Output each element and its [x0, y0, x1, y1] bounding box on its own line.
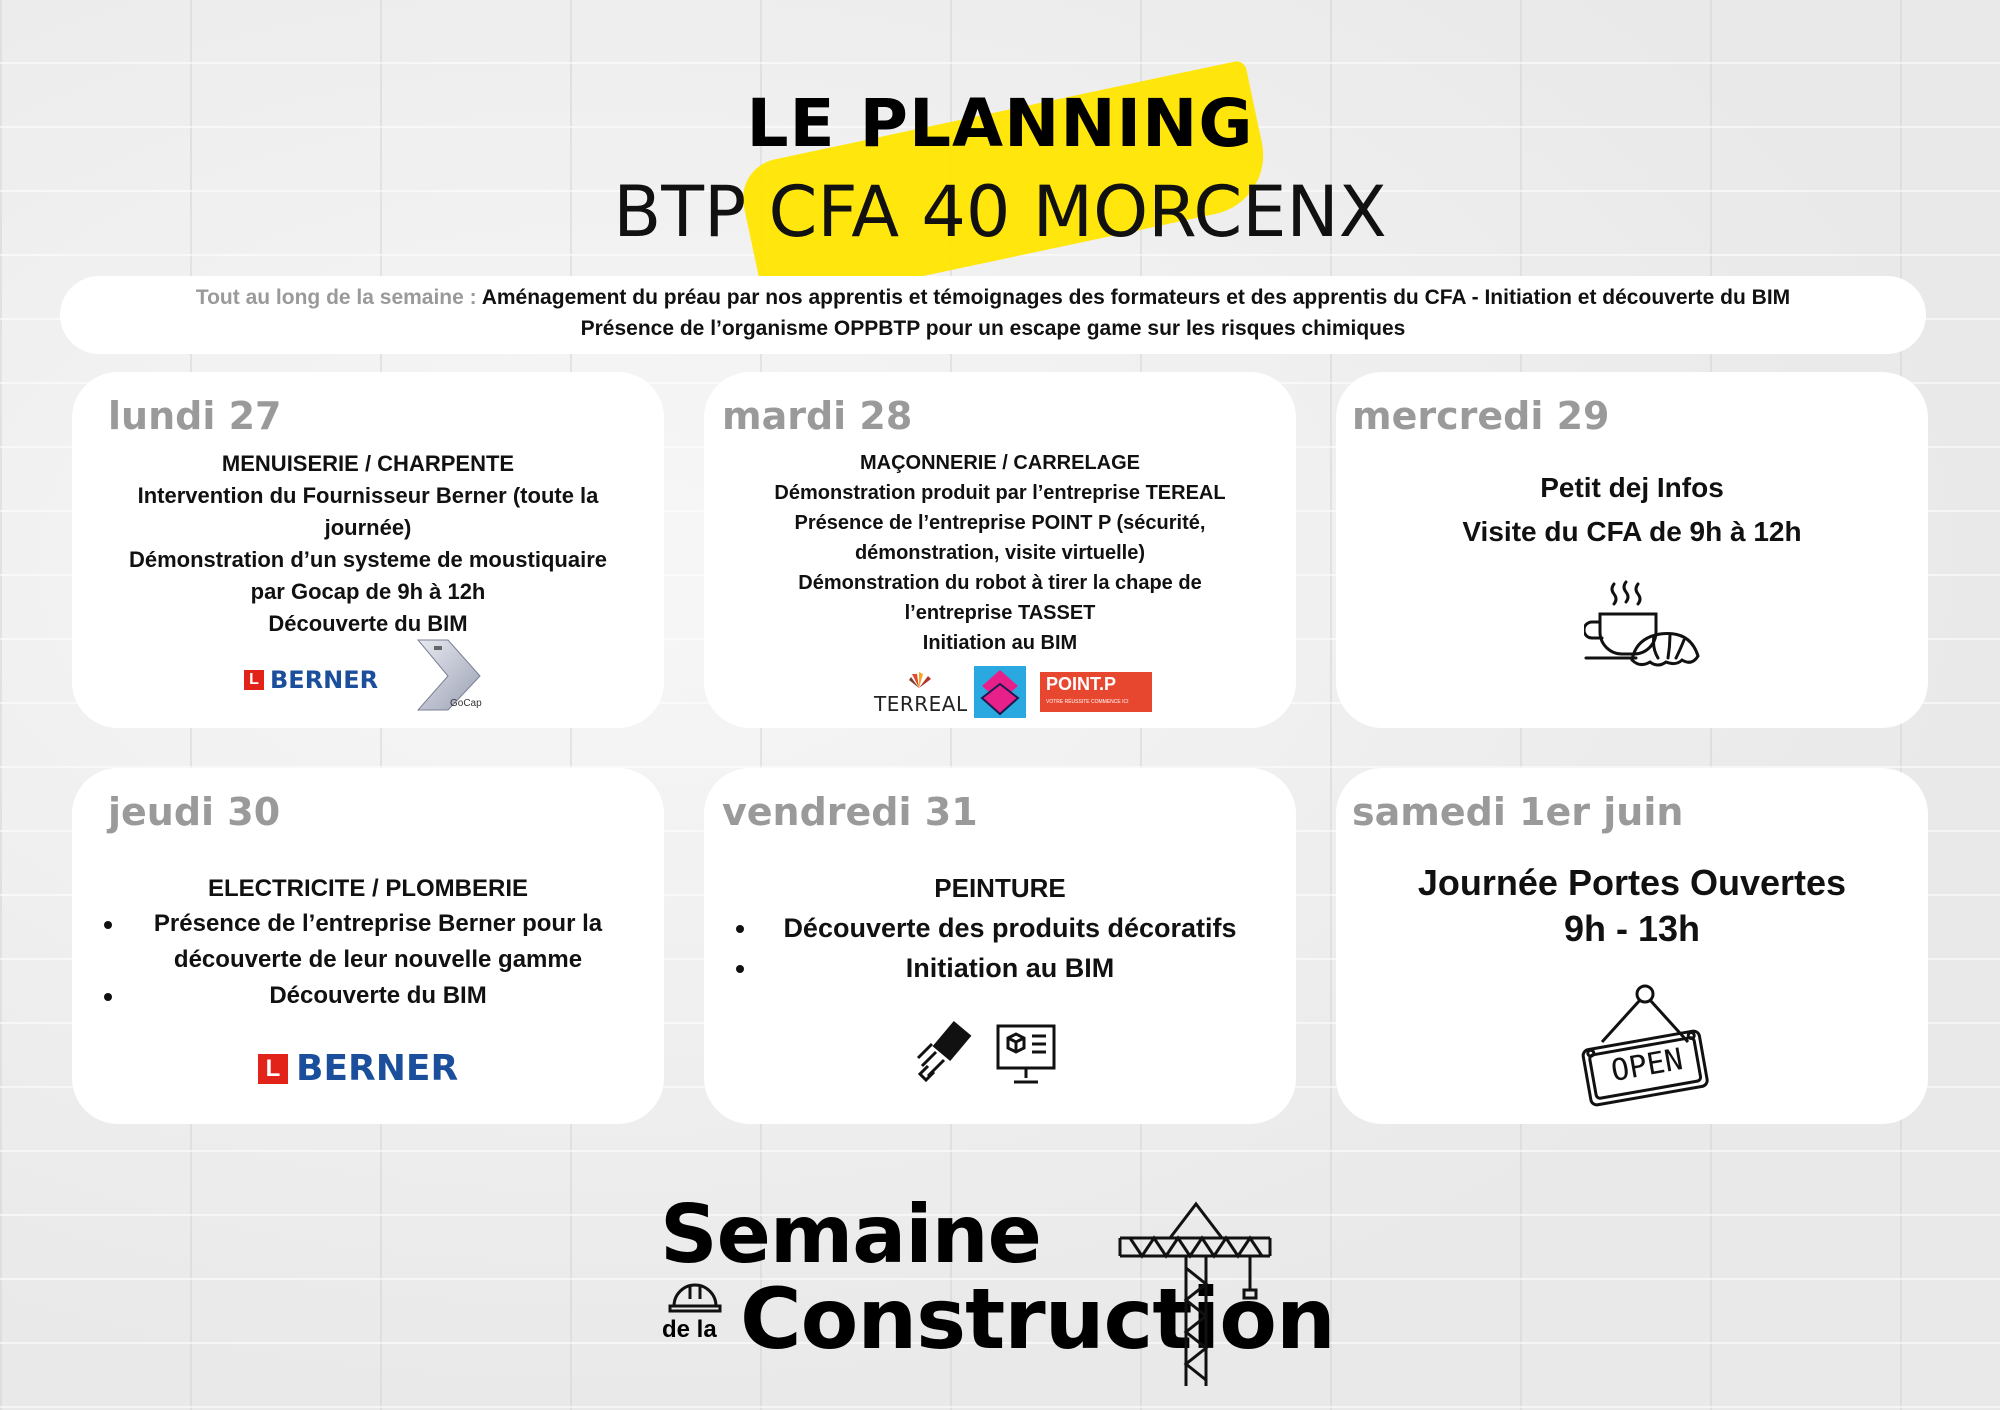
day-title: mardi 28: [722, 394, 913, 438]
card-content: [704, 448, 1296, 658]
day-title: mercredi 29: [1352, 394, 1610, 438]
list-item-text: découverte de leur nouvelle gamme: [173, 946, 583, 973]
card-content: [1336, 860, 1928, 952]
bim-screen-icon: [994, 1022, 1058, 1092]
tasset-logo: [974, 666, 1026, 723]
text-line: Visite du CFA de 9h à 12h: [1462, 516, 1802, 547]
text-line: Découverte du BIM: [268, 611, 468, 636]
text-line: l’entreprise TASSET: [904, 602, 1096, 624]
section-title: MAÇONNERIE / CARRELAGE: [859, 452, 1140, 474]
list-item-text: Initiation au BIM: [905, 953, 1115, 983]
tasset-diamond-icon: [974, 666, 1026, 718]
day-title: samedi 1er juin: [1352, 790, 1684, 834]
card-samedi: [1336, 768, 1928, 1124]
list-item: [704, 948, 1296, 988]
pointp-logo: [1040, 672, 1152, 712]
text-line: 9h - 13h: [1563, 908, 1701, 949]
text-line: par Gocap de 9h à 12h: [250, 579, 486, 604]
day-title: lundi 27: [108, 394, 282, 438]
berner-logo-mark: L: [244, 670, 264, 690]
open-sign-text: OPEN: [1608, 1041, 1686, 1090]
section-title: PEINTURE: [934, 873, 1066, 903]
text-line: Initiation au BIM: [922, 632, 1078, 654]
card-mardi: [704, 372, 1296, 728]
terreal-logo-text: TERREAL: [874, 692, 968, 716]
text-line: Démonstration du robot à tirer la chape de: [798, 572, 1202, 594]
list-item: [72, 906, 664, 942]
list-item-text: Découverte des produits décoratifs: [783, 913, 1237, 943]
page-subtitle: BTP CFA 40 MORCENX: [613, 171, 1387, 253]
card-content: [72, 872, 664, 1014]
card-vendredi: [704, 768, 1296, 1124]
text-line: Démonstration d’un systeme de moustiquaire: [129, 547, 607, 572]
list-item: [72, 942, 664, 978]
paint-roller-icon: [914, 1020, 986, 1092]
card-content: [704, 870, 1296, 988]
card-content: [1336, 466, 1928, 554]
text-line: journée): [324, 515, 412, 540]
pointp-logo-text: POINT.P: [1046, 674, 1117, 694]
bullet-dot: [104, 993, 112, 1001]
section-title: ELECTRICITE / PLOMBERIE: [207, 875, 528, 902]
text-line: Journée Portes Ouvertes: [1417, 862, 1847, 903]
berner-logo-text: BERNER: [296, 1048, 459, 1089]
bullet-list: [72, 906, 664, 1014]
hard-hat-icon: [668, 1274, 722, 1314]
week-banner: [60, 276, 1926, 354]
banner-text-2: Présence de l’organisme OPPBTP pour un escape game sur les risques chimiques: [580, 317, 1406, 340]
footer-semaine: Semaine: [660, 1188, 1041, 1281]
bullet-dot: [736, 965, 744, 973]
gocap-logo: [414, 638, 484, 718]
bullet-list: [704, 908, 1296, 988]
banner-label: Tout au long de la semaine :: [195, 286, 477, 309]
bullet-dot: [736, 925, 744, 933]
banner-text-1: Aménagement du préau par nos apprentis et témoignages des formateurs et des apprentis du CFA - Initiation et découverte du BIM: [476, 286, 1791, 309]
berner-logo-text: BERNER: [270, 666, 379, 694]
card-mercredi: [1336, 372, 1928, 728]
banner-line-1: [60, 282, 1926, 313]
gocap-logo-text: GoCap: [450, 698, 482, 709]
section-title: MENUISERIE / CHARPENTE: [221, 451, 515, 476]
berner-logo: [244, 666, 378, 694]
bullet-dot: [104, 921, 112, 929]
footer-dela: de la: [662, 1316, 717, 1343]
pointp-tagline: VOTRE RÉUSSITE COMMENCE ICI: [1046, 699, 1129, 705]
page-header: [0, 84, 2000, 258]
berner-logo: [258, 1048, 458, 1089]
footer-construction: Construction: [740, 1270, 1335, 1368]
day-title: jeudi 30: [108, 790, 281, 834]
text-line: Démonstration produit par l’entreprise TEREAL: [774, 482, 1226, 504]
text-line: Présence de l’entreprise POINT P (sécurité,: [794, 512, 1206, 534]
page-title: LE PLANNING: [746, 85, 1254, 162]
terreal-mark-icon: [904, 670, 934, 690]
list-item-text: Découverte du BIM: [269, 982, 487, 1009]
terreal-logo: [874, 670, 968, 718]
text-line: démonstration, visite virtuelle): [854, 542, 1146, 564]
card-content: [72, 448, 664, 640]
text-line: Intervention du Fournisseur Berner (toute la: [137, 483, 599, 508]
breakfast-icon-wrap: [1584, 580, 1700, 677]
berner-logo-mark: L: [258, 1054, 288, 1084]
text-line: Petit dej Infos: [1540, 472, 1724, 503]
day-title: vendredi 31: [722, 790, 978, 834]
open-sign: [1580, 982, 1710, 1112]
footer-logo: [650, 1188, 1350, 1388]
list-item: [72, 978, 664, 1014]
crane-icon: [1110, 1198, 1280, 1388]
list-item-text: Présence de l’entreprise Berner pour la: [153, 910, 603, 937]
card-lundi: [72, 372, 664, 728]
list-item: [704, 908, 1296, 948]
card-jeudi: [72, 768, 664, 1124]
coffee-croissant-icon: [1584, 580, 1700, 672]
paint-bim-icon-wrap: [914, 1020, 1058, 1097]
